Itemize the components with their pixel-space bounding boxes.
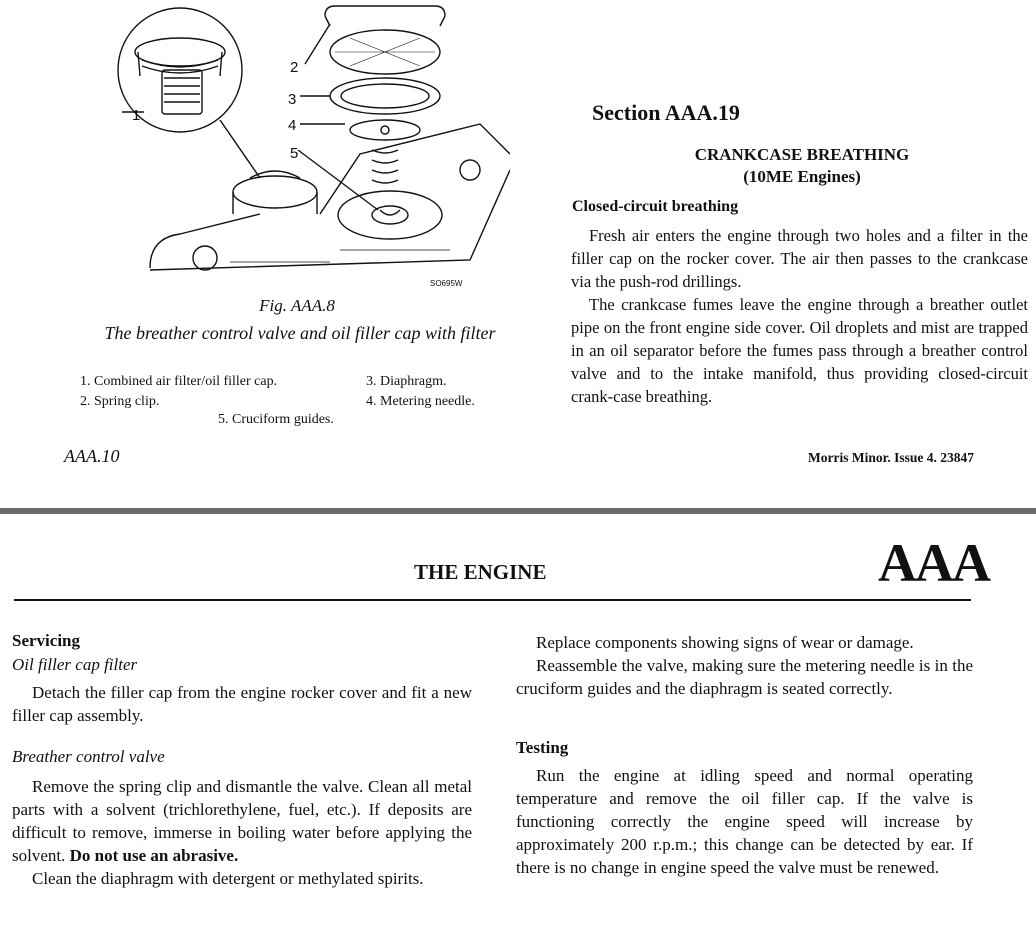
callout-2: 2 — [290, 59, 299, 76]
paragraph-fresh-air: Fresh air enters the engine through two holes and a filter in the filler cap on the rocker cover. The air then passes to the crankcase via the push-rod drillings. — [571, 226, 1028, 291]
breather-text-main: Remove the spring clip and dismantle the valve. Clean all metal parts with a solvent (trichlorethylene, fuel, etc.). If deposits are difficult to remove, immerse in boiling water before applying the solvent. — [12, 777, 472, 865]
servicing-heading: Servicing — [12, 631, 80, 650]
callout-4: 4 — [288, 117, 297, 134]
legend-item-3: 3. Diaphragm. — [366, 374, 447, 389]
heading-engines: (10ME Engines) — [743, 167, 861, 186]
paragraph-fumes: The crankcase fumes leave the engine through a breather outlet pipe on the front engine side cover. Oil droplets and mist are trapped in an oil separator before the fumes pass through a breather control valve and to the intake manifold, thus providing closed-circuit crank-case breathing. — [571, 295, 1028, 406]
replace-text: Replace components showing signs of wear or damage. — [536, 633, 914, 652]
legend-item-5: 5. Cruciform guides. — [218, 412, 334, 427]
diaphragm-text: Clean the diaphragm with detergent or methylated spirits. — [32, 869, 424, 888]
page-number: AAA.10 — [64, 446, 120, 466]
issue-line: Morris Minor. Issue 4. 23847 — [808, 450, 974, 465]
page-title: THE ENGINE — [414, 560, 547, 584]
legend-item-2: 2. Spring clip. — [80, 394, 160, 409]
title-rule — [14, 599, 971, 601]
breather-warning: Do not use an abrasive. — [69, 846, 239, 865]
breather-valve-figure — [110, 0, 510, 290]
section-mark: AAA — [878, 533, 989, 593]
figure-caption: The breather control valve and oil filler cap with filter — [104, 323, 496, 343]
right-column — [516, 631, 973, 879]
breather-heading: Breather control valve — [12, 747, 165, 766]
callout-1: 1 — [132, 107, 141, 124]
reassemble-text: Reassemble the valve, making sure the metering needle is in the cruciform guides and the diaphragm is seated correctly. — [516, 656, 973, 698]
section-title: Section AAA.19 — [592, 100, 740, 125]
oil-filler-text: Detach the filler cap from the engine rocker cover and fit a new filler cap assembly. — [12, 683, 472, 725]
heading-crankcase: CRANKCASE BREATHING — [694, 145, 910, 164]
testing-heading: Testing — [516, 738, 569, 757]
part-code: SO695W — [430, 279, 463, 288]
figure-label: Fig. AAA.8 — [259, 296, 335, 315]
section-body — [571, 224, 1028, 408]
left-column — [12, 631, 472, 890]
testing-text: Run the engine at idling speed and normal operating temperature and remove the oil filler cap. If the valve is functioning correctly the engine speed will increase by approximately 200 r.p.m.; this change can be detected by ear. If there is no change in engine speed the valve must be renewed. — [516, 766, 973, 877]
subsection-heading: Closed-circuit breathing — [572, 198, 739, 215]
callout-5: 5 — [290, 145, 299, 162]
page-divider — [0, 508, 1036, 514]
legend-item-1: 1. Combined air filter/oil filler cap. — [80, 374, 278, 389]
oil-filler-heading: Oil filler cap filter — [12, 655, 138, 674]
legend-item-4: 4. Metering needle. — [366, 394, 475, 409]
callout-3: 3 — [288, 91, 297, 108]
section-heading — [630, 144, 974, 188]
breather-text — [12, 775, 472, 867]
